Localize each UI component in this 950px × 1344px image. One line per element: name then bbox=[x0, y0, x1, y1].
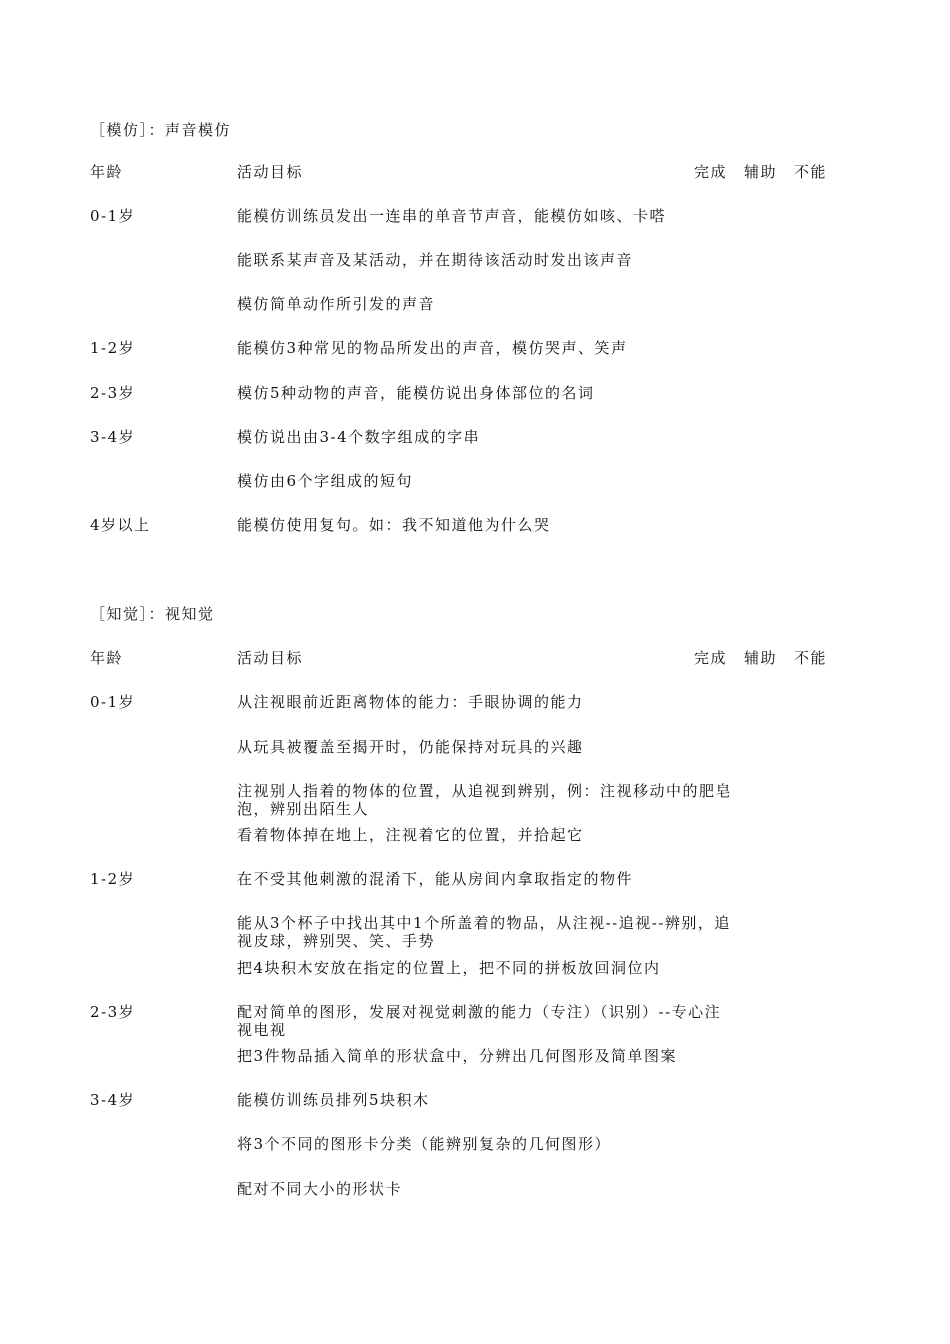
row-age: 0-1岁 bbox=[90, 693, 136, 711]
header-unable: 不能 bbox=[794, 163, 828, 181]
header-age: 年龄 bbox=[90, 649, 124, 667]
row-goal: 从注视眼前近距离物体的能力：手眼协调的能力 bbox=[237, 693, 584, 711]
header-done: 完成 bbox=[694, 163, 728, 181]
row-goal: 模仿5种动物的声音，能模仿说出身体部位的名词 bbox=[237, 384, 595, 402]
row-goal: 能模仿训练员发出一连串的单音节声音，能模仿如咳、卡嗒 bbox=[237, 207, 667, 225]
row-goal: 把3件物品插入简单的形状盒中，分辨出几何图形及简单图案 bbox=[237, 1047, 678, 1065]
row-goal: 模仿简单动作所引发的声音 bbox=[237, 295, 436, 313]
header-assist: 辅助 bbox=[744, 649, 778, 667]
row-goal: 能模仿3种常见的物品所发出的声音，模仿哭声、笑声 bbox=[237, 339, 628, 357]
header-unable: 不能 bbox=[794, 649, 828, 667]
row-goal: 能联系某声音及某活动，并在期待该活动时发出该声音 bbox=[237, 251, 634, 269]
row-goal: 能从3个杯子中找出其中1个所盖着的物品，从注视--追视--辨别，追视皮球，辨别哭、笑、手势 bbox=[237, 914, 731, 950]
row-age: 4岁以上 bbox=[90, 516, 151, 534]
row-goal: 能模仿使用复句。如：我不知道他为什么哭 bbox=[237, 516, 551, 534]
row-age: 1-2岁 bbox=[90, 870, 136, 888]
row-age: 3-4岁 bbox=[90, 428, 136, 446]
row-goal: 注视别人指着的物体的位置，从追视到辨别，例：注视移动中的肥皂泡，辨别出陌生人 bbox=[237, 782, 733, 818]
header-goal: 活动目标 bbox=[237, 649, 304, 667]
header-done: 完成 bbox=[694, 649, 728, 667]
row-goal: 在不受其他刺激的混淆下，能从房间内拿取指定的物件 bbox=[237, 870, 634, 888]
row-goal: 配对简单的图形，发展对视觉刺激的能力（专注）（识别）--专心注视电视 bbox=[237, 1003, 722, 1039]
row-goal: 能模仿训练员排列5块积木 bbox=[237, 1091, 430, 1109]
row-age: 3-4岁 bbox=[90, 1091, 136, 1109]
row-goal: 模仿说出由3-4个数字组成的字串 bbox=[237, 428, 481, 446]
row-age: 0-1岁 bbox=[90, 207, 136, 225]
row-goal: 把4块积木安放在指定的位置上，把不同的拼板放回洞位内 bbox=[237, 959, 661, 977]
row-goal: 看着物体掉在地上，注视着它的位置，并拾起它 bbox=[237, 826, 584, 844]
header-goal: 活动目标 bbox=[237, 163, 304, 181]
header-age: 年龄 bbox=[90, 163, 124, 181]
row-age: 2-3岁 bbox=[90, 384, 136, 402]
row-goal: 模仿由6个字组成的短句 bbox=[237, 472, 414, 490]
row-goal: 从玩具被覆盖至揭开时，仍能保持对玩具的兴趣 bbox=[237, 738, 584, 756]
row-goal: 将3个不同的图形卡分类（能辨别复杂的几何图形） bbox=[237, 1135, 612, 1153]
row-goal: 配对不同大小的形状卡 bbox=[237, 1180, 403, 1198]
row-age: 1-2岁 bbox=[90, 339, 136, 357]
section-title-perception: ［知觉］：视知觉 bbox=[90, 605, 215, 623]
row-age: 2-3岁 bbox=[90, 1003, 136, 1021]
section-title-imitation: ［模仿］：声音模仿 bbox=[90, 121, 232, 139]
header-assist: 辅助 bbox=[744, 163, 778, 181]
